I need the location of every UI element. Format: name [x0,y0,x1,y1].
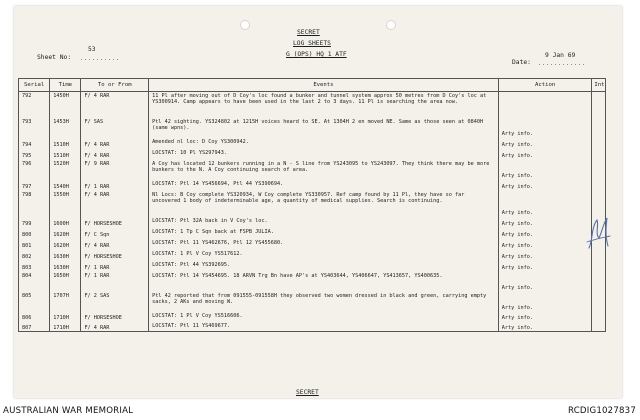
serial-cell: 799 [19,217,50,228]
document-title: LOG SHEETS [293,40,331,47]
table-row [19,261,606,272]
table-row [19,228,606,239]
action-cell: Arty info. [498,228,592,239]
action-cell: Arty info. [498,149,592,160]
serial-cell: 802 [19,250,50,261]
header-events: Events [149,79,499,92]
event-cell: LOCSTAT: Ptl 11 YS462676, Ptl 12 YS455680. [149,239,499,250]
to-from-cell: F/ 9 RAR [81,160,149,180]
action-cell: Arty info. [498,261,592,272]
event-cell: LOCSTAT: Ptl 11 YS469677. [149,322,499,332]
action-cell: Arty info. [498,217,592,228]
initials-cell [592,138,606,149]
initials-cell [592,160,606,180]
time-cell: 1630H [50,261,81,272]
to-from-cell: F/ 4 RAR [81,239,149,250]
unit-name: G (OPS) HQ 1 ATF [286,51,347,58]
event-cell: LOCSTAT: 1 Pl V Coy YS517612. [149,250,499,261]
time-cell: 1710H [50,312,81,322]
initials-cell [592,118,606,138]
initials-cell [592,292,606,312]
time-cell: 1510H [50,138,81,149]
footer-record-id: RCDIG1027837 [567,406,636,416]
to-from-cell: F/ 1 RAR [81,261,149,272]
to-from-cell: F/ 4 RAR [81,92,149,118]
header-serial: Serial [19,79,50,92]
action-cell: Arty info. [498,292,592,312]
classification-top: SECRET [297,29,320,36]
time-cell: 1630H [50,250,81,261]
action-cell: Arty info. [498,322,592,332]
event-cell: LOCSTAT: Ptl 14 YS456694, Ptl 44 YS390694. [149,180,499,191]
serial-cell: 804 [19,272,50,292]
action-cell: Arty info. [498,312,592,322]
event-cell: LOCSTAT: Ptl 14 YS454695. 18 ARVN Trg Bn have AP's at YS403644, YS406647, YS413657, YS400635. [149,272,499,292]
serial-cell: 803 [19,261,50,272]
to-from-cell: F/ HORSESHOE [81,250,149,261]
handwritten-initials-signature [583,212,613,254]
sheet-number-value: 53 [88,46,96,53]
serial-cell: 801 [19,239,50,250]
time-cell: 1510H [50,149,81,160]
header-action: Action [498,79,592,92]
serial-cell: 796 [19,160,50,180]
to-from-cell: F/ 4 RAR [81,149,149,160]
sheet-number-dotted-line: .......... [80,56,121,62]
classification-bottom: SECRET [296,389,319,396]
action-cell: Arty info. [498,118,592,138]
event-cell: A Coy has located 12 bunkers running in a N - S line from YS243095 to YS243097. They think there may be more bunkers to the N. A Coy continuing search of area. [149,160,499,180]
initials-cell [592,261,606,272]
time-cell: 1620H [50,239,81,250]
event-cell: Nl Locs: B Coy complete YS320934, W Coy complete YS330957. Ref camp found by 11 Pl, they have so far uncovered 1 body of indeterminable age, a quantity of medical supplies. Search is continuing. [149,191,499,217]
punch-hole [240,20,250,30]
table-row [19,92,606,118]
date-label: Date: [512,59,531,66]
to-from-cell: F/ 1 RAR [81,180,149,191]
table-row [19,180,606,191]
to-from-cell: F/ SAS [81,118,149,138]
table-row [19,217,606,228]
header-to-from: To or From [81,79,149,92]
initials-cell [592,312,606,322]
sheet-number-label: Sheet No: [37,54,72,61]
action-cell: Arty info. [498,180,592,191]
time-cell: 1707H [50,292,81,312]
to-from-cell: F/ 2 SAS [81,292,149,312]
header-initials: Int [592,79,606,92]
serial-cell: 797 [19,180,50,191]
time-cell: 1710H [50,322,81,332]
action-cell: Arty info. [498,250,592,261]
action-cell: Arty info. [498,138,592,149]
action-cell: Arty info. [498,239,592,250]
date-dotted-line: ............ [538,61,587,67]
table-row [19,191,606,217]
time-cell: 1650H [50,272,81,292]
serial-cell: 806 [19,312,50,322]
to-from-cell: F/ 4 RAR [81,191,149,217]
event-cell: LOCSTAT: 1 Tp C Sqn back at FSPB JULIA. [149,228,499,239]
footer-archive-name: AUSTRALIAN WAR MEMORIAL [3,406,134,416]
log-table [18,78,606,332]
to-from-cell: F/ 1 RAR [81,272,149,292]
event-cell: LOCSTAT: 10 Pl YS297943. [149,149,499,160]
initials-cell [592,322,606,332]
time-cell: 1600H [50,217,81,228]
event-cell: LOCSTAT: Ptl 44 YS392695. [149,261,499,272]
time-cell: 1540H [50,180,81,191]
time-cell: 1453H [50,118,81,138]
initials-cell [592,180,606,191]
table-row [19,292,606,312]
serial-cell: 800 [19,228,50,239]
initials-cell [592,92,606,118]
initials-cell [592,272,606,292]
initials-cell [592,149,606,160]
to-from-cell: F/ 4 RAR [81,322,149,332]
event-cell: 11 Pl after moving out of D Coy's loc found a bunker and tunnel system approx 50 metres from D Coy's loc at YS300914. Camp appears to have been used in the last 2 to 3 days. 11 Pl is searching the area now. [149,92,499,118]
action-cell: Arty info. [498,272,592,292]
time-cell: 1450H [50,92,81,118]
time-cell: 1520H [50,160,81,180]
to-from-cell: F/ 4 RAR [81,138,149,149]
serial-cell: 795 [19,149,50,160]
serial-cell: 794 [19,138,50,149]
serial-cell: 793 [19,118,50,138]
serial-cell: 792 [19,92,50,118]
table-row [19,138,606,149]
table-row [19,312,606,322]
action-cell: Arty info. [498,191,592,217]
to-from-cell: F/ HORSESHOE [81,312,149,322]
table-row [19,149,606,160]
table-row [19,118,606,138]
event-cell: Ptl 42 sighting. YS324802 at 1215H voices heard to SE. At 1304H 2 en moved NE. Same as those seen at 0840H (same wpns). [149,118,499,138]
header-time: Time [50,79,81,92]
table-row [19,239,606,250]
event-cell: Ptl 42 reported that from 091555-091558H they observed two women dressed in black and green, carrying empty sacks, 2 AKs and moving W. [149,292,499,312]
event-cell: Amended nl loc: D Coy YS300942. [149,138,499,149]
serial-cell: 807 [19,322,50,332]
serial-cell: 798 [19,191,50,217]
event-cell: LOCSTAT: Ptl 32A back in V Coy's loc. [149,217,499,228]
time-cell: 1550H [50,191,81,217]
date-value: 9 Jan 69 [545,52,576,59]
event-cell: LOCSTAT: 1 Pl V Coy YS516606. [149,312,499,322]
table-row [19,250,606,261]
serial-cell: 805 [19,292,50,312]
to-from-cell: F/ C Sqn [81,228,149,239]
table-row [19,160,606,180]
table-row [19,272,606,292]
table-row [19,322,606,332]
punch-hole [386,20,396,30]
action-cell [498,92,592,118]
table-header-row [19,79,606,92]
to-from-cell: F/ HORSESHOE [81,217,149,228]
time-cell: 1620H [50,228,81,239]
action-cell: Arty info. [498,160,592,180]
